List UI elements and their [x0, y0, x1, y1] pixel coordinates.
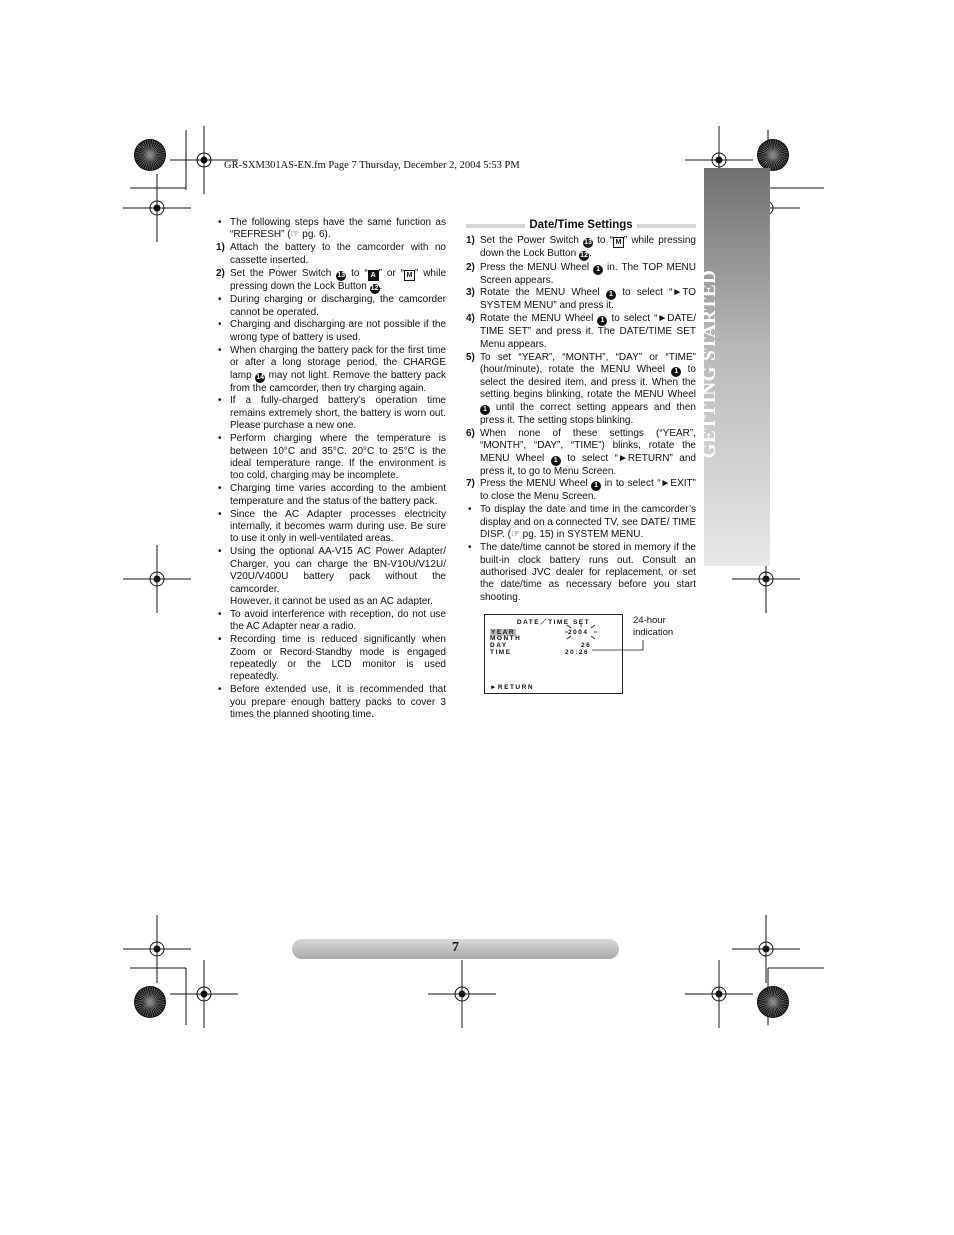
bullet-marker: • — [218, 508, 222, 520]
menu-row-time-label: TIME — [490, 649, 512, 656]
right-column-item-text: The date/time cannot be stored in memory if the built-in clock battery runs out. Consult an authorised JVC dealer for replacement, or set the date/time as necessary before you start shooting. — [480, 542, 696, 603]
bullet-marker: • — [218, 433, 222, 445]
left-column-item-text: Charging time varies according to the ambient temperature and the status of the battery pack. — [230, 483, 446, 507]
left-column-item-text: Charging and discharging are not possible if the wrong type of battery is used. — [230, 319, 446, 343]
bullet-marker: • — [468, 504, 472, 516]
menu-screen-title: DATE／TIME SET — [516, 619, 591, 626]
bullet-marker: • — [218, 217, 222, 228]
menu-row-year-value: 2004 — [568, 629, 589, 636]
left-column-item-text: Recording time is reduced significantly when Zoom or Record-Standby mode is engaged repeatedly or the LCD monitor is used repeatedly. — [230, 634, 446, 683]
right-column-item-text: To display the date and time in the camcorder’s display and on a connected TV, see DATE/ TIME DISP. (☞ pg. 15) in SYSTEM MENU. — [480, 504, 696, 541]
menu-row-year-label: YEAR — [491, 629, 516, 636]
side-tab-label: GETTING STARTED — [699, 269, 720, 459]
step-number: 2) — [216, 267, 225, 279]
menu-row-time-value: 20:26 — [565, 649, 590, 656]
left-column-item-text: To avoid interference with reception, do not use the AC Adapter near a radio. — [230, 608, 446, 633]
step-number: 1) — [216, 242, 225, 254]
callout-line2: indication — [633, 626, 674, 638]
left-column-item-text: When charging the battery pack for the first time or after a long storage period, the CHARGE lamp 14 may not light. Remove the battery pack from the camcorder, then try charging again. — [230, 344, 446, 394]
menu-row-day-value: 26 — [581, 642, 592, 649]
bullet-marker: • — [218, 319, 222, 331]
callout-24hour — [633, 615, 673, 638]
left-column-item-text: Since the AC Adapter processes electricity internally, it becomes warm during use. Be sure to use it only in well-ventilated areas. — [230, 508, 446, 545]
bullet-marker: • — [218, 483, 222, 495]
bullet-marker: • — [218, 634, 222, 646]
bullet-marker: • — [468, 542, 472, 554]
bullet-marker: • — [218, 546, 222, 558]
step-number: 5) — [466, 351, 475, 363]
menu-row-day-label: DAY — [490, 642, 508, 649]
right-column-item-text: Press the MENU Wheel 1 in. The TOP MENU Screen appears. — [480, 261, 696, 286]
header-file-info: GR-SXM301AS-EN.fm Page 7 Thursday, December 2, 2004 5:53 PM — [224, 160, 520, 171]
left-column-item-text: Perform charging where the temperature is between 10°C and 35°C. 20°C to 25°C is the ideal temperature range. If the environment is too cold, charging may be incomplete. — [230, 433, 446, 482]
right-column-item-text: Set the Power Switch 13 to “ M ” while pressing down the Lock Button 12. — [480, 235, 696, 259]
step-number: 7) — [466, 478, 475, 490]
page-number: 7 — [452, 940, 459, 955]
left-column-item-text: The following steps have the same function as “REFRESH” (☞ pg. 6). — [230, 217, 446, 241]
menu-return-label: ►RETURN — [490, 684, 535, 691]
menu-row-month-label: MONTH — [490, 635, 522, 642]
left-column-item-text: During charging or discharging, the camcorder cannot be operated. — [230, 294, 446, 318]
step-number: 4) — [466, 313, 475, 325]
right-column-item-text: To set “YEAR”, “MONTH”, “DAY” or “TIME” (hour/minute), rotate the MENU Wheel 1 to select the desired item, and press it. When the setting begins blinking, rotate the MENU Wheel 1 until the correct setting appears and then press it. The setting stops blinking. — [480, 351, 696, 426]
step-number: 3) — [466, 287, 475, 299]
right-column-item-text: Rotate the MENU Wheel 1 to select “►TO SYSTEM MENU” and press it. — [480, 287, 697, 312]
right-column-item-text: Rotate the MENU Wheel 1 to select “►DATE/ TIME SET” and press it. The DATE/TIME SET Menu appears. — [480, 313, 697, 350]
bullet-marker: • — [218, 608, 222, 620]
left-column-item-text: Before extended use, it is recommended that you prepare enough battery packs to cover 3 times the planned shooting time. — [230, 684, 446, 721]
left-column-item-text: Using the optional AA-V15 AC Power Adapter/ Charger, you can charge the BN-V10U/V12U/ V20U/V400U battery pack without the camcorder. However, it cannot be used as an AC adapter. — [230, 546, 446, 607]
callout-line1: 24-hour — [633, 615, 666, 626]
step-number: 2) — [466, 261, 475, 273]
right-column-item-text: When none of these settings (“YEAR”, “MONTH”, “DAY”, “TIME”) blinks, rotate the MENU Wheel 1 to select “►RETURN” and press it, to go to Menu Screen. — [480, 427, 696, 477]
left-column-item-text: If a fully-charged battery’s operation time remains extremely short, the battery is worn out. Please purchase a new one. — [230, 395, 446, 432]
bullet-marker: • — [218, 344, 222, 356]
bullet-marker: • — [218, 294, 222, 306]
left-column-item-text: Set the Power Switch 13 to “ A ” or “ M ” while pressing down the Lock Button 12. — [230, 267, 446, 292]
bullet-marker: • — [218, 395, 222, 407]
bullet-marker: • — [218, 684, 222, 696]
step-number: 6) — [466, 427, 475, 439]
right-column-item-text: Press the MENU Wheel 1 in to select “►EXIT” to close the Menu Screen. — [480, 478, 696, 503]
left-column-item-text: Attach the battery to the camcorder with no cassette inserted. — [230, 242, 446, 266]
step-number: 1) — [466, 235, 475, 246]
section-title-text: Date/Time Settings — [525, 219, 636, 231]
